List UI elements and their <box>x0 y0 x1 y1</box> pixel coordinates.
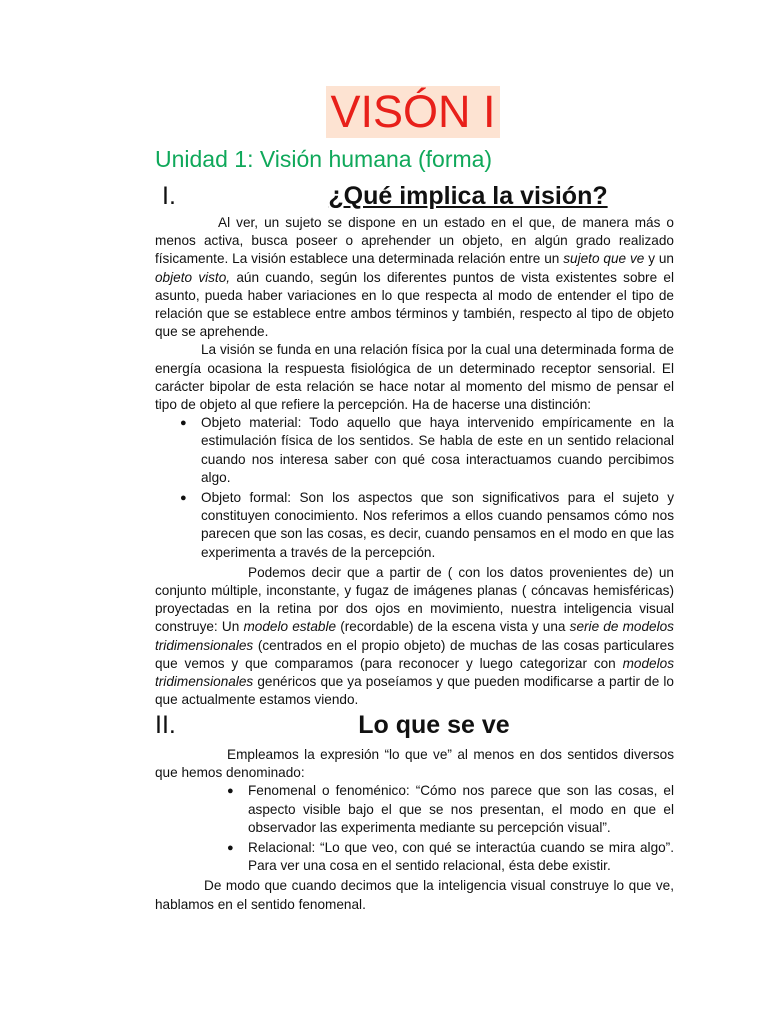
paragraph: Podemos decir que a partir de ( con los datos provenientes de) un conjunto múltiple, inconstante, y fugaz de imágenes planas ( cóncavas hemisféricas) proyectadas en la retina por dos ojos en movimiento, nuestra inteligencia visual construye: Un modelo estable (recordable) de la escena vista y una serie de modelos tridimensionales (centrados en el propio objeto) de muchas de las cosas particulares que vemos y que comparamos (para reconocer y luego categorizar con modelos tridimensionales genéricos que ya poseíamos y que pueden modificarse a partir de lo que actualmente estamos viendo. <box>155 564 674 708</box>
paragraph: La visión se funda en una relación física por la cual una determinada forma de energía ocasiona la respuesta fisiológica de un determinado receptor sensorial. El carácter bipolar de esta relación se hace notar al momento del mismo de pensar el tipo de objeto al que refiere la percepción. Ha de hacerse una distinción: <box>155 342 674 413</box>
bullet-list <box>155 782 674 875</box>
section-number: II. <box>155 711 176 739</box>
list-item: ● Relacional: “Lo que veo, con qué se interactúa cuando se mira algo”. Para ver una cosa en el sentido relacional, ésta debe existir. <box>227 840 674 874</box>
bullet-icon: ● <box>180 492 187 505</box>
bullet-icon: ● <box>227 785 234 798</box>
bullet-list <box>155 414 674 562</box>
paragraph: De modo que cuando decimos que la inteligencia visual construye lo que ve, hablamos en el sentido fenomenal. <box>155 878 674 912</box>
section-2-body <box>155 746 674 914</box>
list-item: ● Fenomenal o fenoménico: “Cómo nos parece que son las cosas, el aspecto visible bajo el que se nos presentan, el modo en que el observador las experimenta mediante su percepción visual”. <box>227 783 674 835</box>
paragraph: Al ver, un sujeto se dispone en un estado en el que, de manera más o menos activa, busca poseer o aprehender un objeto, en algún grado realizado físicamente. La visión establece una determinada relación entre un sujeto que ve y un objeto visto, aún cuando, según los diferentes puntos de vista existentes sobre el asunto, pueda haber variaciones en lo que respecta al modo de entender el tipo de relación que se establece entre ambos términos y también, respecto al tipo de objeto que se aprehende. <box>155 215 675 340</box>
list-item: ● Objeto formal: Son los aspectos que son significativos para el sujeto y constituyen conocimiento. Nos referimos a ellos cuando pensamos cómo nos parecen que son las cosas, es decir, cuando pensamos en el modo en que las experimenta a través de la percepción. <box>180 490 674 560</box>
section-title: Lo que se ve <box>358 711 510 739</box>
list-item: ● Objeto material: Todo aquello que haya intervenido empíricamente en la estimulación física de los sentidos. Se habla de este en un sentido relacional cuando nos interesa saber con qué cosa interactuamos cuando percibimos algo. <box>180 415 674 485</box>
section-title: ¿Qué implica la visión? <box>328 182 608 210</box>
unit-subtitle: Unidad 1: Visión humana (forma) <box>155 146 493 172</box>
paragraph: Empleamos la expresión “lo que ve” al menos en dos sentidos diversos que hemos denominado: <box>155 747 674 781</box>
document-title: VISÓN I <box>326 86 499 138</box>
section-number: I. <box>162 182 176 210</box>
section-1-body <box>155 214 674 709</box>
bullet-icon: ● <box>227 842 234 855</box>
bullet-icon: ● <box>180 417 187 430</box>
